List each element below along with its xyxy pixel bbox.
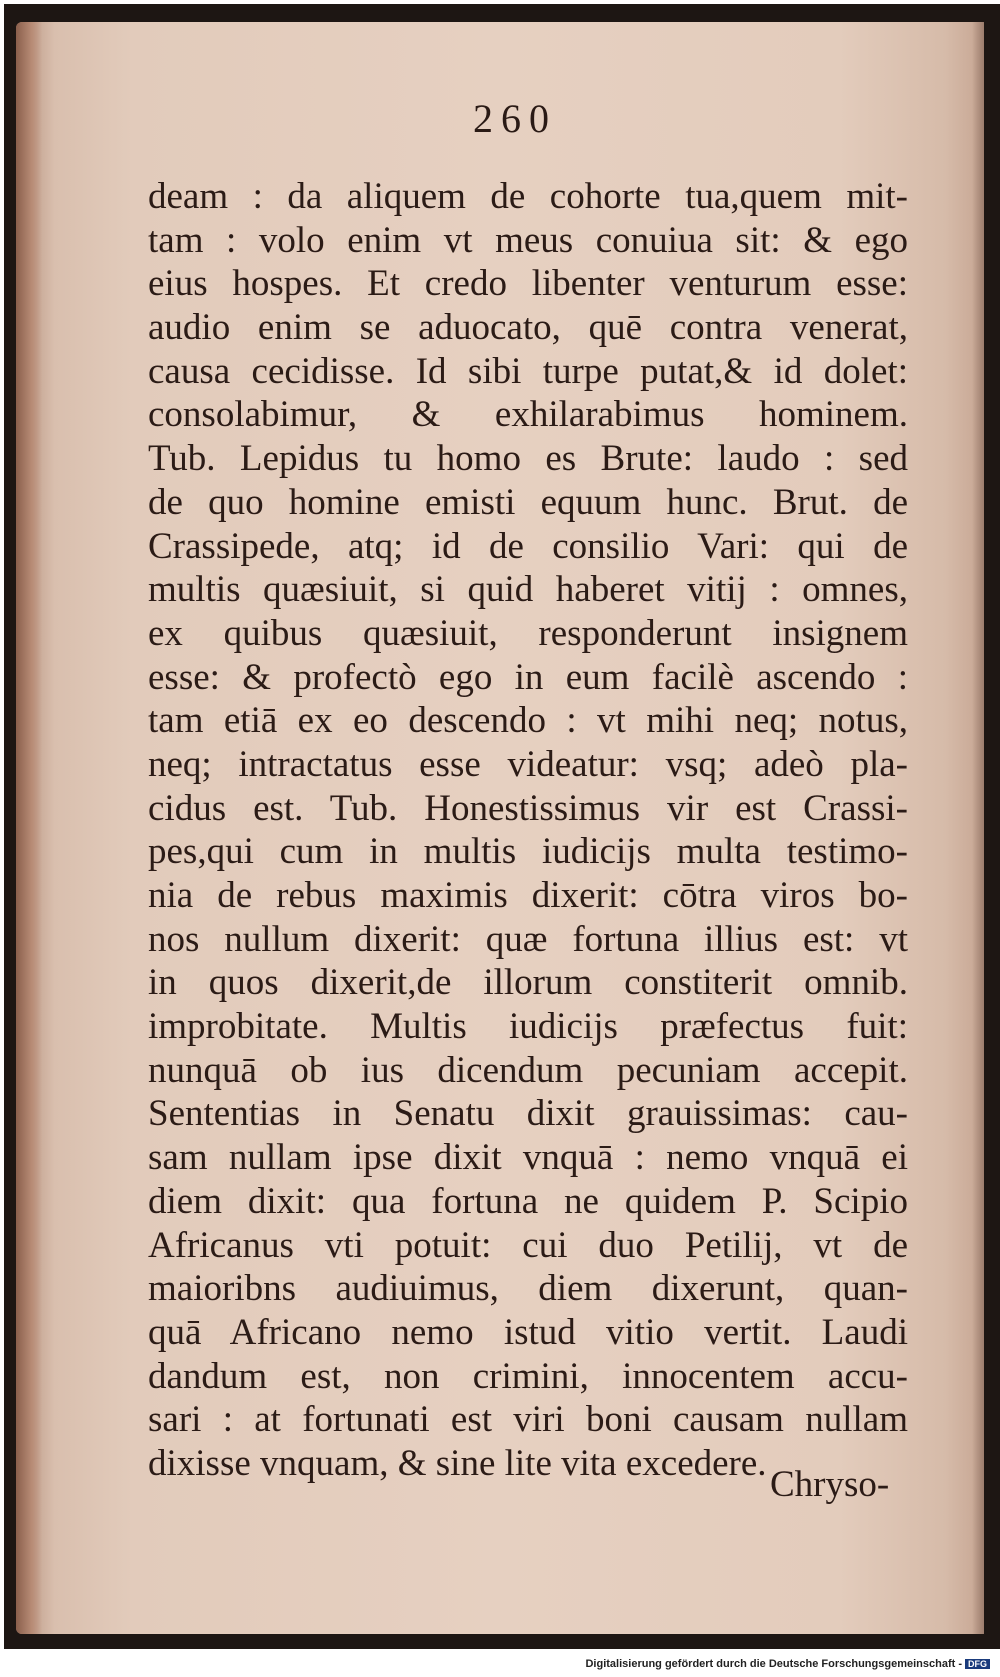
text-line: in quos dixerit,de illorum constiterit omnib.	[148, 962, 908, 1004]
text-line: dixisse vnquam, & sine lite vita excedere.	[148, 1442, 767, 1484]
text-line: dandum est, non crimini, innocentem accu-	[148, 1355, 908, 1397]
text-line: maioribns audiuimus, diem dixerunt, quan-	[148, 1268, 908, 1310]
text-line: nunquā ob ius dicendum pecuniam accepit.	[148, 1049, 908, 1091]
text-line: consolabimur, & exhilarabimus hominem.	[148, 394, 908, 436]
text-line: Crassipede, atq; id de consilio Vari: qui de	[148, 525, 908, 567]
body-text	[148, 175, 908, 1486]
page-spine-shadow	[16, 22, 42, 1634]
text-line: sam nullam ipse dixit vnquā : nemo vnquā ei	[148, 1137, 908, 1179]
text-line: neq; intractatus esse videatur: vsq; adeò pla-	[148, 743, 908, 785]
text-line: causa cecidisse. Id sibi turpe putat,& id dolet:	[148, 350, 908, 392]
text-line: Sententias in Senatu dixit grauissimas: cau-	[148, 1093, 908, 1135]
page-edge-shadow	[972, 22, 984, 1634]
text-line: ex quibus quæsiuit, responderunt insignem	[148, 612, 908, 654]
catchword: Chryso-	[770, 1464, 890, 1505]
text-line: de quo homine emisti equum hunc. Brut. de	[148, 481, 908, 523]
dfg-logo: DFG	[965, 1659, 990, 1669]
page-number: 260	[473, 96, 557, 141]
text-line: audio enim se aduocato, quē contra venerat,	[148, 307, 908, 349]
text-line: Tub. Lepidus tu homo es Brute: laudo : sed	[148, 438, 908, 480]
text-line: sari : at fortunati est viri boni causam nullam	[148, 1399, 908, 1441]
text-line: esse: & profectò ego in eum facilè ascendo :	[148, 656, 908, 698]
text-line: tam : volo enim vt meus conuiua sit: & ego	[148, 219, 908, 261]
text-line: pes,qui cum in multis iudicijs multa testimo-	[148, 831, 908, 873]
credit-text: Digitalisierung gefördert durch die Deutsche Forschungsgemeinschaft -	[585, 1658, 962, 1670]
digitization-credit	[585, 1658, 990, 1670]
text-line: improbitate. Multis iudicijs præfectus fuit:	[148, 1006, 908, 1048]
text-line: quā Africano nemo istud vitio vertit. Laudi	[148, 1311, 908, 1353]
text-line: Africanus vti potuit: cui duo Petilij, vt de	[148, 1224, 908, 1266]
text-line: deam : da aliquem de cohorte tua,quem mit-	[148, 176, 908, 217]
text-line: eius hospes. Et credo libenter venturum esse:	[148, 263, 908, 305]
text-line: cidus est. Tub. Honestissimus vir est Crassi-	[148, 787, 908, 829]
text-line: tam etiā ex eo descendo : vt mihi neq; notus,	[148, 700, 908, 742]
text-line: nos nullum dixerit: quæ fortuna illius est: vt	[148, 918, 908, 960]
text-line: diem dixit: qua fortuna ne quidem P. Scipio	[148, 1180, 908, 1222]
text-line: nia de rebus maximis dixerit: cōtra viros bo-	[148, 875, 908, 916]
text-line: multis quæsiuit, si quid haberet vitij : omnes,	[148, 569, 908, 611]
